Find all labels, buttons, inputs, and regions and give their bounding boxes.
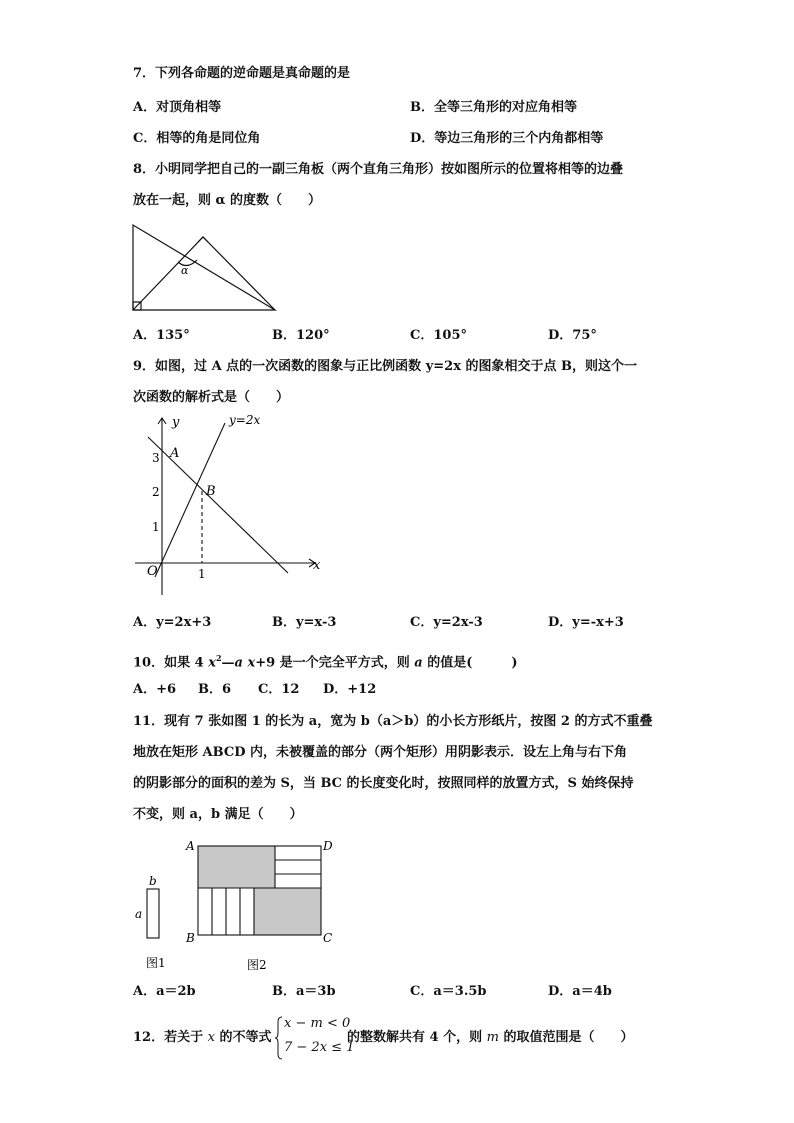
- q8-option-c: C．105°: [410, 328, 467, 343]
- q9-option-d: D．y=-x+3: [548, 615, 624, 630]
- q9-point-a-label: A: [170, 446, 180, 461]
- q7-option-c: C．相等的角是同位角: [133, 131, 261, 146]
- q12-inequality-2: 7 − 2x ≤ 1: [284, 1040, 355, 1055]
- q11-stem-line1: 11．现有 7 张如图 1 的长为 a，宽为 b（a＞b）的小长方形纸片，按图 2 的方式不重叠: [133, 714, 653, 729]
- q11-fig1-caption: 图1: [146, 956, 166, 970]
- q12-stem-prefix: 12．若关于: [133, 1030, 204, 1045]
- q12-brace: [275, 1016, 283, 1060]
- q12-inequality-1: x − m < 0: [284, 1016, 351, 1031]
- q10-var-a: a: [234, 655, 243, 671]
- q12-stem-rest: 的整数解共有 4 个，则: [347, 1030, 483, 1045]
- q11-fig2-caption: 图2: [247, 958, 267, 972]
- q10-stem-rest: +9 是一个完全平方式，则: [255, 655, 410, 671]
- q12-var-m: m: [486, 1030, 499, 1045]
- q11-stem-line4: 不变，则 a，b 满足（ ）: [133, 807, 303, 822]
- q8-triangle-figure: [125, 220, 285, 315]
- q7-option-d: D．等边三角形的三个内角都相等: [410, 131, 604, 146]
- q8-option-b: B．120°: [272, 328, 330, 343]
- q10-var-x2: x: [247, 655, 256, 671]
- q9-y-axis-label: y: [172, 415, 180, 430]
- q9-stem-line1: 9．如图，过 A 点的一次函数的图象与正比例函数 y=2x 的图象相交于点 B，则这个一: [133, 359, 637, 374]
- q10-dash: —: [221, 655, 235, 671]
- q9-graph-figure: [125, 410, 335, 600]
- q11-fig2-c-label: C: [323, 931, 333, 945]
- q11-fig2-d-label: D: [323, 839, 333, 853]
- q9-x-axis-label: x: [313, 558, 321, 573]
- q9-option-b: B．y=x-3: [272, 615, 337, 630]
- q11-stem-line2: 地放在矩形 ABCD 内，未被覆盖的部分（两个矩形）用阴影表示．设左上角与右下角: [133, 745, 627, 760]
- q10-var-a2: a: [414, 655, 423, 671]
- q11-option-a: A．a＝2b: [133, 984, 196, 999]
- q9-stem-line2: 次函数的解析式是（ ）: [133, 390, 290, 405]
- q10-sup: 2: [215, 653, 222, 663]
- q9-line-label: y=2x: [229, 413, 261, 427]
- q9-origin-label: O: [147, 564, 158, 579]
- q10-stem-end: 的值是( ): [427, 655, 518, 671]
- q11-fig2-b-label: B: [186, 931, 195, 945]
- q9-point-b-label: B: [206, 484, 216, 499]
- q10-stem: [133, 650, 518, 671]
- q7-option-b: B．全等三角形的对应角相等: [410, 100, 577, 115]
- q9-option-a: A．y=2x+3: [133, 615, 212, 630]
- q9-option-c: C．y=2x-3: [410, 615, 483, 630]
- q11-option-c: C．a＝3.5b: [410, 984, 487, 999]
- q11-figure-1: [130, 872, 170, 972]
- q7-option-a: A．对顶角相等: [133, 100, 222, 115]
- q8-alpha-label: α: [181, 264, 189, 277]
- q7-stem: 7．下列各命题的逆命题是真命题的是: [133, 66, 351, 81]
- q10-option-d: D．+12: [323, 682, 377, 697]
- q10-option-b: B．6: [198, 682, 232, 697]
- q9-y-tick-3: 3: [152, 451, 160, 465]
- q9-x-tick-1: 1: [198, 567, 206, 581]
- q10-stem-prefix: 10．如果 4: [133, 655, 204, 671]
- q9-y-tick-1: 1: [152, 520, 160, 534]
- q12-stem-mid: 的不等式: [219, 1030, 272, 1045]
- q8-stem-line2: 放在一起，则 α 的度数（ ）: [133, 193, 322, 208]
- q11-fig1-b-label: b: [149, 874, 157, 888]
- q8-stem-line1: 8．小明同学把自己的一副三角板（两个直角三角形）按如图所示的位置将相等的边叠: [133, 162, 624, 177]
- q12-stem-prefix-wrap: [133, 1030, 272, 1046]
- q11-option-d: D．a＝4b: [548, 984, 612, 999]
- q11-fig2-a-label: A: [186, 839, 195, 853]
- q11-fig1-a-label: a: [135, 907, 143, 921]
- q10-option-c: C．12: [258, 682, 300, 697]
- q11-stem-line3: 的阴影部分的面积的差为 S，当 BC 的长度变化时，按照同样的放置方式，S 始终保持: [133, 776, 634, 791]
- q10-option-a: A．+6: [133, 682, 177, 697]
- q8-option-a: A．135°: [133, 328, 190, 343]
- q12-stem-end: 的取值范围是（ ）: [503, 1030, 634, 1045]
- q9-y-tick-2: 2: [152, 485, 160, 499]
- q11-figure-2: [180, 835, 340, 975]
- q11-option-b: B．a＝3b: [272, 984, 336, 999]
- q8-option-d: D．75°: [548, 328, 597, 343]
- q12-var-x: x: [207, 1030, 215, 1045]
- q12-stem-rest-wrap: [347, 1030, 634, 1046]
- q10-var-x: x: [208, 655, 216, 671]
